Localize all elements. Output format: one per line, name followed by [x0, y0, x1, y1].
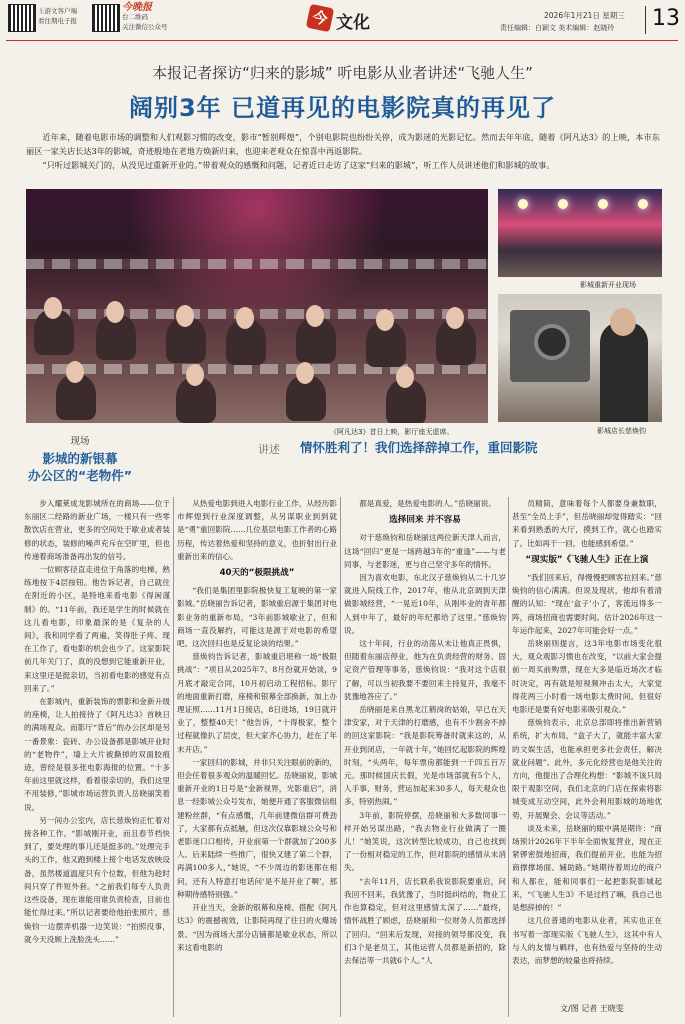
- audience-face: [176, 305, 194, 327]
- article-kicker: 本报记者探访“归来的影城” 听电影从业者讲述“飞驰人生”: [152, 64, 533, 82]
- projector-lens: [534, 324, 570, 360]
- audience-face: [236, 307, 254, 329]
- section-title-line: 办公区的“老物件”: [28, 468, 132, 483]
- audience-face: [106, 301, 124, 323]
- qr2-caption-line2: 关注微信公众号: [122, 23, 168, 31]
- page-number-divider: [645, 6, 646, 34]
- text-column-4: [512, 497, 662, 993]
- body-paragraph: 岳晓丽则提言，这3年电影市场变化很大，观众观影习惯也在改变，“以前大家会提前一周买前购票，现在大多是临近场次才临时决定，再有就是短视频冲击太大，大家觉得花两三小时看一场电影太费时间。但很好电影还是要有好电影来吸引观众。”: [512, 639, 662, 715]
- text-column-1: [24, 497, 170, 1017]
- section-badge: 今: [306, 4, 334, 32]
- section-title-line: 影城的新银幕: [42, 451, 118, 466]
- qr-code-wechat: [92, 4, 120, 32]
- column-divider: [173, 497, 174, 1017]
- section-name: 文化: [336, 13, 370, 33]
- byline: 文/图 记者 王晓雯: [560, 1004, 624, 1013]
- body-paragraph: “我们回来后，得慢慢把顾客拉回来。”慈焕钧的信心满满。但说及现状，他却有着清醒的认知：“现在‘盒子’小了，客流远得多一阵，商场招商也需要时间。估计2026年这一年运作起来，2027年可能会好一点。”: [512, 573, 662, 635]
- body-paragraph: 一家回归的影城，并非只关注眼前的新的，但会任着很多观众的温暖回忆。岳晓丽说，影城重新开业的1日号是“金新视界，光影重启”，消息一经影城公众号发布，她便开通了客服微信组建粉丝群，“有点感慨，几年前建微信群可费劲了，大家都有点抵触，但这次仅靠影城公众号和老影迷口口相传，开业前第一个群就加了200多人。后来陆续一些推广，很快又建了第二个群，再满100多人，”她说，“不少周边的影迷都在相问，还有人特意打电话问‘是不是开业了啊’，那种期待感特别强。”: [177, 757, 337, 899]
- audience-face: [396, 366, 414, 388]
- audience-face: [66, 361, 84, 383]
- column-subheading: 选择回来 并不容易: [389, 515, 461, 526]
- audience-face: [44, 297, 62, 319]
- photo-manager-projector: [498, 294, 662, 422]
- body-paragraph: 3年前，影院停摆，岳晓丽和大多数同事一样开始另谋出路，“我去物业行业做满了一圈儿！”她笑说，这次转型比较成功，自己也找到了一份相对稳定的工作，但对影院的感情从未消失。: [344, 810, 506, 873]
- audience-face: [296, 362, 314, 384]
- qr-code-app: [8, 4, 36, 32]
- photo-caption-top: 影城重新开业现场: [580, 281, 636, 289]
- body-paragraph: 谈及未来，岳晓丽的眼中满是期许：“商场预计2026年下半年全面恢复营业，现在正紧锣密鼓地招商，我们提前开业，也能为招商撑撑场面、辅助路。”她期待着周边的商户和人都在，能和同事们一起把影院影城起来，“《飞驰人生3》不是过档了嘛，我自己也是想辞掉的！”: [512, 823, 662, 913]
- photo-caption-main: 《阿凡达3》首日上映，影厅座无虚席。: [330, 428, 454, 436]
- audience-face: [306, 305, 324, 327]
- column-divider: [508, 497, 509, 1017]
- body-paragraph: 另一间办公室内，店长慈焕钧正忙着对接各种工作。“影城刚开业，而且春节档快到了，要处理的事儿还是挺多的。”处理完手头的工作，他又跑到楼上接个电话发放映设备，虽然楼道温度只有个位数，但他为趁时间只穿了件短外套。“之前我们每专人负责这些设备，现在谁能用谁负责检查，目前也能忙得过来。”所以记者要给他拍张照片，慈焕钧一边摆弄机器一边笑说：“拍照没事，就今天没顾上洗脸洗头……”: [24, 815, 170, 944]
- ceiling-light: [638, 199, 648, 209]
- audience-face: [446, 307, 464, 329]
- column-divider: [340, 497, 341, 1017]
- text-column-3: [344, 497, 506, 1017]
- body-paragraph: 慈焕钧告诉记者，影城重启堪称一场“极限挑战”：“项目从2025年7、8月份就开始谈，9月底才敲定合同，10月初启动工程招标。影厅的地面重新打磨，座椅和银幕全部换新，加上办理证照……11月1日接店，8日进场，19日就开业了，整整40天！”他告诉，“十得极家，整个过程就像扒了层皮，但大家齐心协力，赶在了年末开店。”: [177, 652, 337, 754]
- body-paragraph: 开业当天，金新的银幕和座椅、搭配《阿凡达3》的震撼视效，让影院再现了往日的火爆场景。“因为商场大部分店铺都是歇业状态，所以来这看电影的: [177, 903, 337, 952]
- audience-face: [186, 364, 204, 386]
- masthead: [0, 0, 685, 44]
- section-kicker-talk: 讲述: [258, 443, 280, 456]
- qr2-caption-line1: 台二维码: [122, 13, 148, 21]
- qr1-caption: [38, 6, 77, 26]
- ceiling-light: [598, 199, 608, 209]
- body-paragraph: 从热爱电影到进入电影行业工作，从经历影市辉煌到行业深度调整，从另谋职业到到就是“勇”重回影院……几位基层电影工作者的心路历程，传达着热爱和坚持的意义，也折射出行业重新出来的信心。: [177, 499, 337, 561]
- body-paragraph: 这几位普通的电影从业者，其实也正在书写着一部现实版《飞驰人生》，这其中有人与人的友情与羁绊，也有热爱与坚持的生动表达，而梦想的较量也将持续。: [512, 916, 662, 965]
- seat-row: [26, 309, 488, 319]
- qr1-caption-line1: 上游文客户端: [38, 7, 77, 15]
- body-paragraph: 步入耀莱成龙影城所在的商场——位于东丽区二经路的新业广场，一楼只有一些零散饮店在营业，更多的空间处于歇业或者装修的状态，装修的噪声充斥在空旷里，但也传递着商场准备再出发的信号。: [24, 499, 170, 561]
- ceiling-light: [558, 199, 568, 209]
- qr2-caption: [122, 12, 168, 32]
- body-paragraph: 在影城内，重新装饰的票影和金新升级的座椅，让人拍接待了《阿凡达3》首映日的满场观众。而影厅“背后”的办公区却是另一番景象：瓷砖、办公设备都是影城开业时的“老物件”，墙上大片被撕掉的双面胶痕迹，曾经是很多张电影海报的位置。“十多年前这里就这样，看着很亲切的，我们这里不用装修，”影城市场运营负责人岳晓丽笑着说。: [24, 697, 170, 812]
- manager-head: [610, 308, 636, 336]
- body-paragraph: 都是真爱，是热爱电影的人。”岳晓丽说。: [359, 499, 496, 508]
- header-rule: [6, 40, 678, 41]
- body-paragraph: 员精简，意味着每个人都要身兼数职，甚至“全员上手”，但岳晓丽却觉得踏实：“回来看到熟悉的大厅，摸到工作，就心也踏实了。比如再干一回，也能感到希望。”: [512, 499, 662, 548]
- section-kicker-scene: 现场: [70, 436, 90, 447]
- section-title-talk: 情怀胜利了！我们选择辞掉工作，重回影院: [300, 440, 538, 455]
- body-paragraph: 慈焕钧表示，北京总部即将推出新营销系统，扩大布局，“盒子大了，就能丰富大家的文娱生活，也能承担更多社会责任，解决就业问题”。此外，多元化经营也是他关注的方向，他提出了合理化构想：“影城不该只局限于观影空间，我们北京的门店在探索将影城变成互动空间，此外会利用影城的场地优势，开展聚会、会议等活动。”: [512, 718, 662, 820]
- photo-caption-bottom: 影城店长慈焕钧: [597, 427, 646, 435]
- page-number: 13: [652, 6, 680, 31]
- body-paragraph: 这十年间，行业的动荡从未让他真正畏惧，但随着东丽店停业，他为在负责经营的财务、固定资产管理等事务，慈焕钧说：“我对这个店很了解，可以当初我要不要回来主持复开，我毫不犹豫地答应了。”: [344, 639, 506, 701]
- photo-reopening-scene: [498, 189, 662, 277]
- issue-date: 2026年1月21日 星期三: [544, 11, 625, 20]
- seat-row: [26, 364, 488, 374]
- newspaper-logo: 今晚报: [122, 2, 152, 13]
- editor-credits: 责任编辑：白颖文 美术编辑：赵晓玲: [500, 24, 615, 32]
- seat-row: [26, 259, 488, 269]
- column-subheading: “现实版”《飞驰人生》正在上演: [525, 554, 649, 565]
- text-column-2: [177, 497, 337, 1017]
- section-title-scene: [22, 450, 138, 484]
- body-paragraph: “去年11月，店长联系我说影院要重启，问我回不回来，我犹豫了，当时挺纠结的，物业工作也算稳定，但对这里感情太深了……”最终，情怀战胜了顾虑，岳晓丽和一位财务人员都选择了回归。“回来后发现，对接的领导都没变，我们3个是老员工，其他运营人员都是新招的，除去保洁等一共就6个人。”人: [344, 876, 506, 965]
- body-paragraph: 对于慈焕钧和岳晓丽这两位新天津人而言，这场“回归”更是一场跨越3年的“重逢”——与老同事，与老影迷，更与自己坚守多年的情怀。: [344, 533, 506, 569]
- lead-paragraph: 近年来，随着电影市场的调整和人们观影习惯的改变，影市“暂别辉煌”，个别电影院也纷纷关停，成为影迷的光影记忆。然而去年年底，随着《阿凡达3》的上映，本市东丽区一家关店长达3年的影城，奇迹般地在老地方焕新归来，也迎来老观众在惊喜中再返影院。: [26, 132, 660, 156]
- photo-cinema-audience: [26, 189, 488, 423]
- body-paragraph: 因为喜欢电影，东北汉子慈焕钧从二十几岁就进入院线工作，2017年，他从北京调到天津做影城经营，“一晃近10年，从刚毕业的青年都人到中年了，最好的年纪都给了这里。”慈焕钧说。: [344, 573, 506, 635]
- body-paragraph: 一位顾客径直走进位于角落的电梯，熟练地按下4层按钮。他告诉记者，自己就住在附近的小区，是特地来看电影《得闲谨制》的。“11年前，我还是学生的时候就在这儿看电影，印象最深的是《复杂的人间》，我和同学看了两遍，笑得肚子疼。现在工作了，看电影的机会也少了。这家影院前几年关门了，真的没想到它能重新开业，来这里还是挺亲切，当初看电影的感觉有点回来了。”: [24, 565, 170, 693]
- body-paragraph: 岳晓丽是来自黑龙江鹤岗的姑娘，早已在天津安家，对于天津的打磨感，也有不少割舍不掉的回这家影院：“我是影院筹备时就来这的，从开业到闭店，一年就十年，”她回忆起影院的辉煌时刻，“头两年，每年票房都能到一千四五百万元。那时候国庆长假，光是市场部就有5个人，人手事、财务，营运加起来30多人，每天观众也多，特别热闹。”: [344, 705, 506, 807]
- lead-paragraph: “只听过影城关门的，从没见过重新开业的。”带着观众的感慨和问题，记者近日走访了这家“归来的影城”，听工作人员讲述他们和影城的故事。: [42, 160, 555, 170]
- manager-figure: [600, 322, 648, 422]
- body-paragraph: “我们是集团里影院极快复工复映的第一家影城。”岳晓丽告诉记者，影城重启源于集团对电影业务的重新布局，“3年前影城歇业了，但和商场一直没解约，可能这是源于对电影的希望吧。这次回归也是反复论谈的结果。”: [177, 586, 337, 649]
- column-subheading: 40天的“极限挑战”: [219, 568, 295, 579]
- article-lead: [26, 130, 660, 172]
- qr1-caption-line2: 看往期电子报: [38, 17, 77, 25]
- ceiling-light: [518, 199, 528, 209]
- audience-face: [376, 309, 394, 331]
- article-headline: 阔别3年 已道再见的电影院真的再见了: [128, 94, 557, 122]
